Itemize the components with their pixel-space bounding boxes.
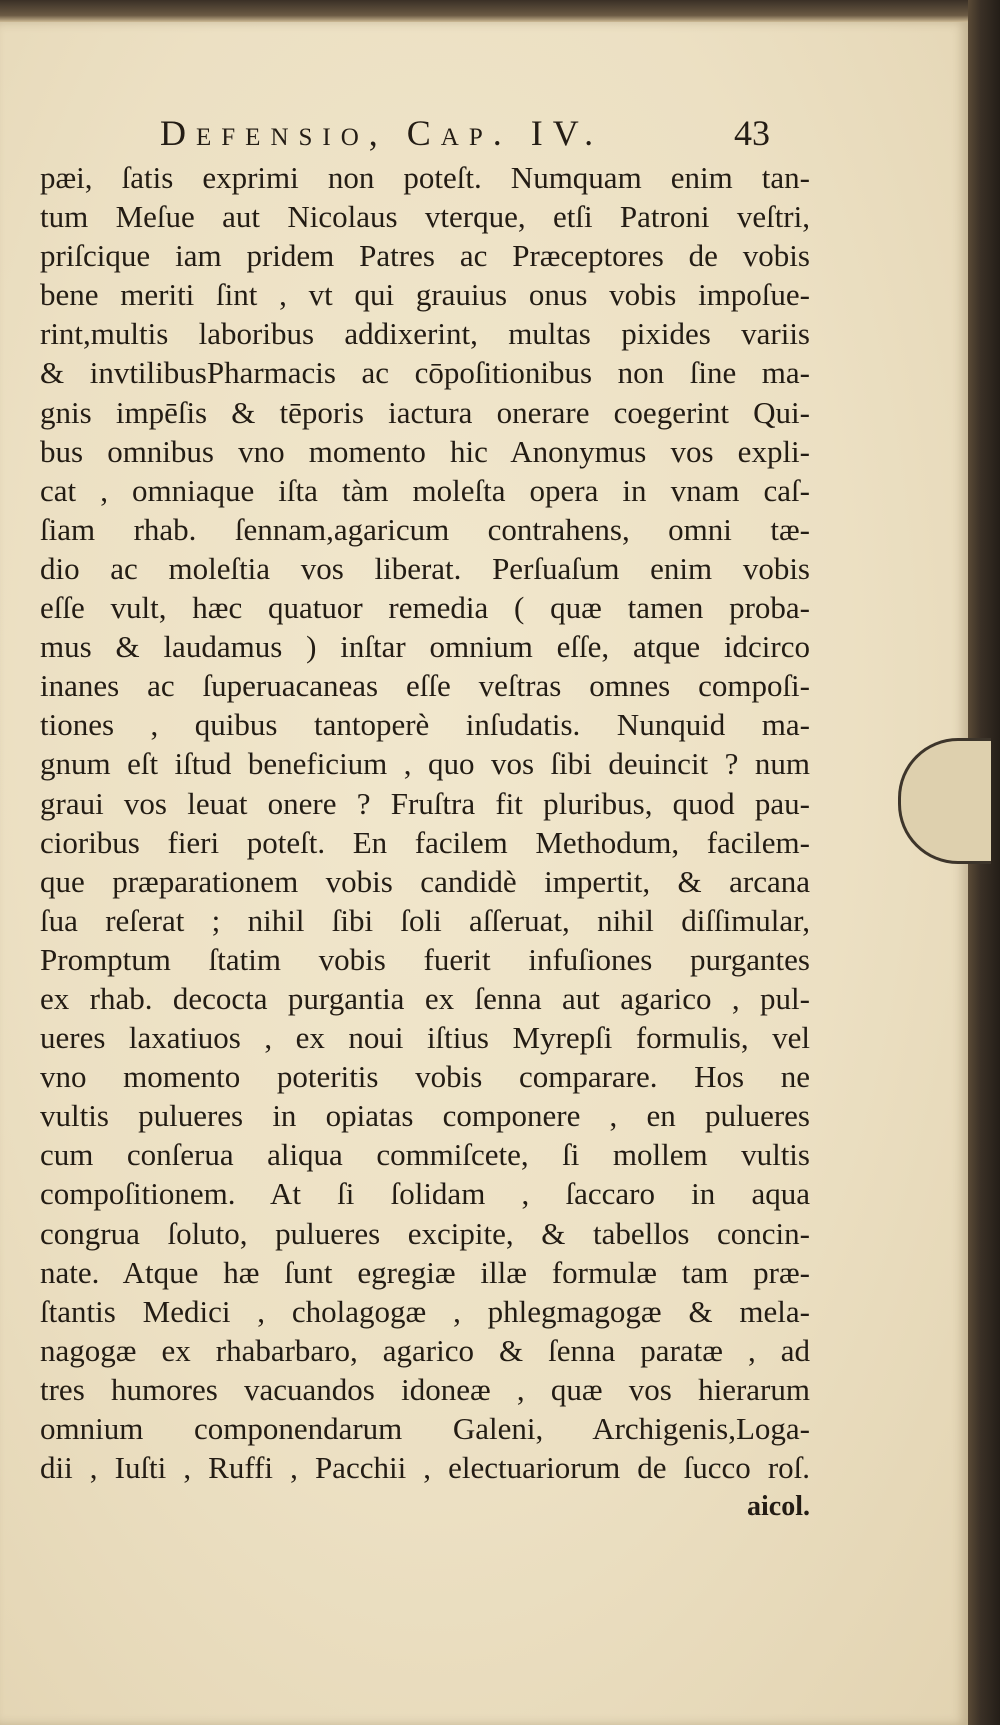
text-line: gnis impēſis & tēporis iactura onerare coegerint Qui- xyxy=(40,394,810,430)
text-line: cum conſerua aliqua commiſcete, ſi mollem vultis xyxy=(40,1137,810,1173)
text-line: vultis pulueres in opiatas componere , en pulueres xyxy=(40,1098,810,1134)
text-line: cioribus fieri poteſt. En facilem Methodum, facilem- xyxy=(40,824,810,860)
text-line: rint,multis laboribus addixerint, multas pixides variis xyxy=(40,316,810,352)
body-text xyxy=(40,158,810,1526)
text-line: ſtantis Medici , cholagogæ , phlegmagogæ & mela- xyxy=(40,1293,810,1329)
text-line: & invtilibusPharmacis ac cōpoſitionibus non ſine ma- xyxy=(40,355,810,391)
text-line: congrua ſoluto, pulueres excipite, & tabellos concin- xyxy=(40,1215,810,1251)
text-line: compoſitionem. At ſi ſolidam , ſaccaro in aqua xyxy=(40,1176,810,1212)
text-line: bus omnibus vno momento hic Anonymus vos expli- xyxy=(40,433,810,469)
text-line: bene meriti ſint , vt qui grauius onus vobis impoſue- xyxy=(40,277,810,313)
text-line: dio ac moleſtia vos liberat. Perſuaſum enim vobis xyxy=(40,550,810,586)
top-page-edge xyxy=(0,0,968,22)
text-line: graui vos leuat onere ? Fruſtra fit pluribus, quod pau- xyxy=(40,785,810,821)
text-line: mus & laudamus ) inſtar omnium eſſe, atque idcirco xyxy=(40,629,810,665)
text-line: eſſe vult, hæc quatuor remedia ( quæ tamen proba- xyxy=(40,590,810,626)
text-line: tum Meſue aut Nicolaus vterque, etſi Patroni veſtri, xyxy=(40,199,810,235)
text-line: nate. Atque hæ ſunt egregiæ illæ formulæ tam præ- xyxy=(40,1254,810,1290)
running-title: Defensio, Cap. IV. xyxy=(160,113,604,153)
text-line: dii , Iuſti , Ruffi , Pacchii , electuariorum de ſucco roſ. xyxy=(40,1450,810,1486)
text-line: vno momento poteritis vobis comparare. Hos ne xyxy=(40,1059,810,1095)
text-line: tres humores vacuandos idoneæ , quæ vos hierarum xyxy=(40,1371,810,1407)
text-line: ſiam rhab. ſennam,agaricum contrahens, omni tæ- xyxy=(40,511,810,547)
text-line: nagogæ ex rhabarbaro, agarico & ſenna paratæ , ad xyxy=(40,1332,810,1368)
text-line: ueres laxatiuos , ex noui iſtius Myrepſi formulis, vel xyxy=(40,1020,810,1056)
text-line: Promptum ſtatim vobis fuerit infuſiones purgantes xyxy=(40,941,810,977)
text-line: ex rhab. decocta purgantia ex ſenna aut agarico , pul- xyxy=(40,980,810,1016)
text-line: que præparationem vobis candidè impertit, & arcana xyxy=(40,863,810,899)
text-line: cat , omniaque iſta tàm moleſta opera in vnam caſ- xyxy=(40,472,810,508)
text-line: pæi, ſatis exprimi non poteſt. Numquam enim tan- xyxy=(40,160,810,195)
page-number: 43 xyxy=(734,113,770,153)
text-line: tiones , quibus tantoperè inſudatis. Nunquid ma- xyxy=(40,707,810,743)
catchword: aicol. xyxy=(747,1491,810,1523)
text-line: omnium componendarum Galeni, Archigenis,Loga- xyxy=(40,1411,810,1446)
text-line: priſcique iam pridem Patres ac Præceptores de vobis xyxy=(40,238,810,274)
running-header xyxy=(160,112,770,152)
text-line: gnum eſt iſtud beneficium , quo vos ſibi deuincit ? num xyxy=(40,746,810,782)
text-line: inanes ac ſuperuacaneas eſſe veſtras omnes compoſi- xyxy=(40,668,810,704)
text-line: ſua reſerat ; nihil ſibi ſoli aſſeruat, nihil diſſimular, xyxy=(40,902,810,938)
